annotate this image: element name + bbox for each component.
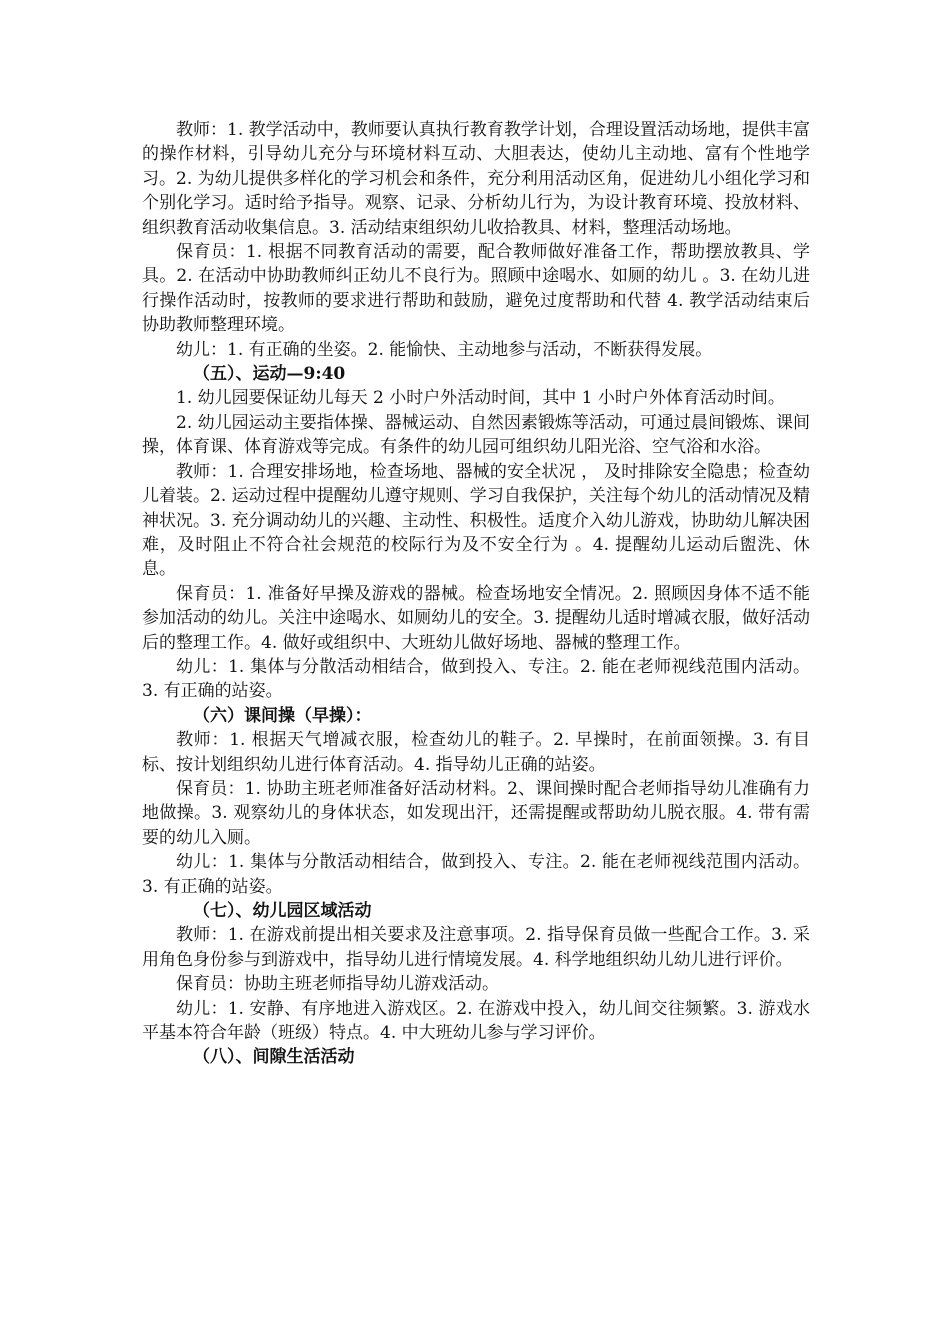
paragraph-outdoor-time: 1. 幼儿园要保证幼儿每天 2 小时户外活动时间，其中 1 小时户外体育活动时间。 [176,388,785,409]
section-heading-exercise [142,362,810,386]
section-heading-text: （八）、间隙生活活动 [193,1047,355,1068]
paragraph-child-exercise: 幼儿：1. 集体与分散活动相结合，做到投入、专注。2. 能在老师视线范围内活动。3. 有正确的站姿。 [142,656,810,702]
section-heading-morning-exercise [142,704,810,728]
paragraph-teacher-morning: 教师：1. 根据天气增减衣服，检查幼儿的鞋子。2. 早操时，在前面领操。3. 有目标、按计划组织幼儿进行体育活动。4. 指导幼儿正确的站姿。 [142,730,810,775]
paragraph-teacher-area: 教师：1. 在游戏前提出相关要求及注意事项。2. 指导保育员做一些配合工作。3. 采用角色身份参与到游戏中，指导幼儿进行情境发展。4. 科学地组织幼儿幼儿进行评价。 [142,925,810,970]
section-heading-text: （六）课间操（早操）： [193,705,372,726]
paragraph-child-teaching: 幼儿：1. 有正确的坐姿。2. 能愉快、主动地参与活动，不断获得发展。 [176,339,713,360]
document-body [142,118,810,1070]
paragraph-caregiver-exercise: 保育员：1. 准备好早操及游戏的器械。检查场地安全情况。2. 照顾因身体不适不能参加活动的幼儿。关注中途喝水、如厕幼儿的安全。3. 提醒幼儿适时增减衣服，做好活动后的整理工作。4. 做好或组织中、大班幼儿做好场地、器械的整理工作。 [142,583,810,653]
paragraph-caregiver-teaching: 保育员：1. 根据不同教育活动的需要，配合教师做好准备工作，帮助摆放教具、学具。2. 在活动中协助教师纠正幼儿不良行为。照顾中途喝水、如厕的幼儿 。3. 在幼儿进行操作活动时，按教师的要求进行帮助和鼓励，避免过度帮助和代替 4. 教学活动结束后协助教师整理环境。 [142,242,810,336]
section-heading-area-activity [142,899,810,923]
section-heading-daily-life [142,1045,810,1069]
paragraph-teacher-exercise: 教师：1. 合理安排场地，检查场地、器械的安全状况 ， 及时排除安全隐患；检查幼儿着装。2. 运动过程中提醒幼儿遵守规则、学习自我保护，关注每个幼儿的活动情况及精神状况。3. 充分调动幼儿的兴趣、主动性、积极性。适度介入幼儿游戏，协助幼儿解决困难，及时阻止不符合社会规范的校际行为及不安全行为 。4. 提醒幼儿运动后盥洗、休息。 [142,461,810,580]
section-heading-text: （七）、幼儿园区域活动 [193,901,372,921]
paragraph-exercise-types: 2. 幼儿园运动主要指体操、器械运动、自然因素锻炼等活动，可通过晨间锻炼、课间操，体育课、体育游戏等完成。有条件的幼儿园可组织幼儿阳光浴、空气浴和水浴。 [142,412,810,458]
paragraph-caregiver-area: 保育员：协助主班老师指导幼儿游戏活动。 [176,974,499,995]
section-heading-text: （五）、运动—9:40 [193,364,346,385]
paragraph-child-area: 幼儿：1. 安静、有序地进入游戏区。2. 在游戏中投入，幼儿间交往频繁。3. 游戏水平基本符合年龄（班级）特点。4. 中大班幼儿参与学习评价。 [142,998,810,1044]
paragraph-teacher-teaching: 教师：1. 教学活动中，教师要认真执行教育教学计划，合理设置活动场地，提供丰富的操作材料，引导幼儿充分与环境材料互动、大胆表达，使幼儿主动地、富有个性地学习。2. 为幼儿提供多样化的学习机会和条件，充分利用活动区角，促进幼儿小组化学习和个别化学习。适时给予指导。观察、记录、分析幼儿行为，为设计教育环境、投放材料、组织教育活动收集信息。3. 活动结束组织幼儿收拾教具、材料，整理活动场地。 [142,120,810,238]
paragraph-child-morning: 幼儿：1. 集体与分散活动相结合，做到投入、专注。2. 能在老师视线范围内活动。3. 有正确的站姿。 [142,852,810,897]
paragraph-caregiver-morning: 保育员：1. 协助主班老师准备好活动材料。2、课间操时配合老师指导幼儿准确有力地做操。3. 观察幼儿的身体状态，如发现出汗，还需提醒或帮助幼儿脱衣服。4. 带有需要的幼儿入厕。 [142,778,810,848]
